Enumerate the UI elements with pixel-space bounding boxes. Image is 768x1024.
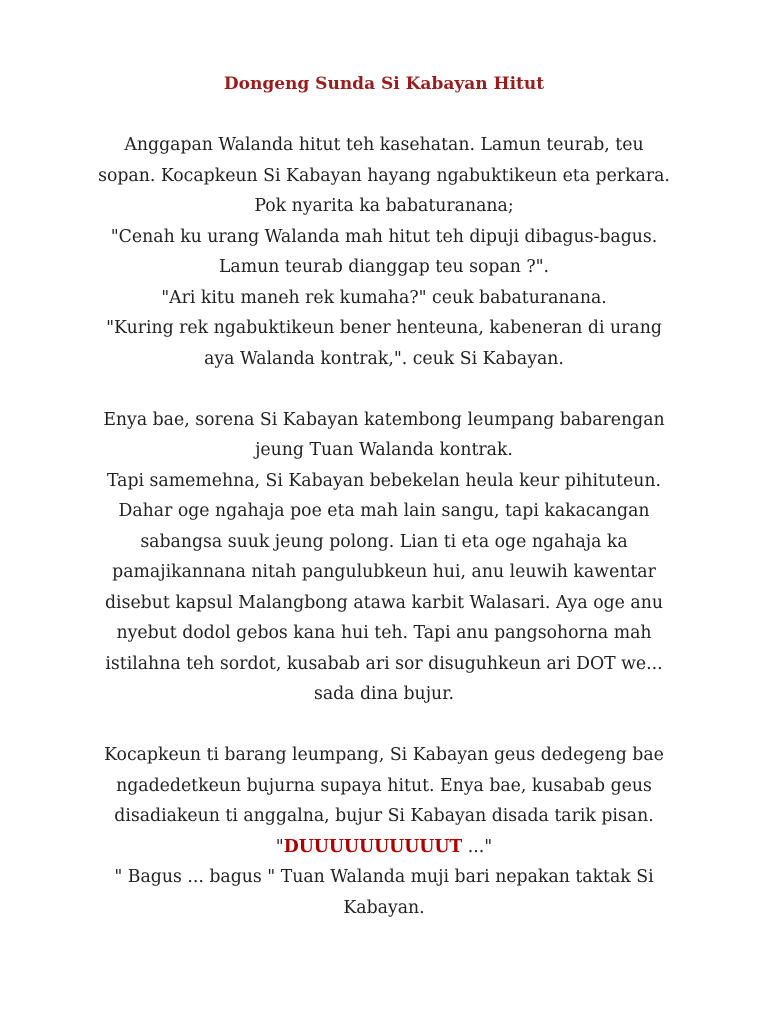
text-line: disadiakeun ti anggalna, bujur Si Kabayan disada tarik pisan.	[114, 806, 654, 826]
text-line: ngadedetkeun bujurna supaya hitut. Enya bae, kusabab geus	[116, 775, 652, 796]
text-line: aya Walanda kontrak,". ceuk Si Kabayan.	[204, 348, 564, 369]
text-line: Anggapan Walanda hitut teh kasehatan. Lamun teurab, teu	[124, 135, 644, 155]
text-line: Tapi samemehna, Si Kabayan bebekelan heula keur pihituteun.	[106, 470, 661, 491]
text-line: Kocapkeun ti barang leumpang, Si Kabayan geus dedegeng bae	[104, 745, 664, 765]
paragraph-spacer	[84, 374, 684, 405]
text-line: nyebut dodol gebos kana hui teh. Tapi anu pangsohorna mah	[116, 623, 652, 643]
story-body	[84, 130, 684, 923]
text-line: pamajikannana nitah pangulubkeun hui, anu leuwih kawentar	[112, 562, 656, 582]
text-line: jeung Tuan Walanda kontrak.	[255, 440, 513, 460]
fart-line	[84, 832, 684, 863]
text-line: disebut kapsul Malangbong atawa karbit Walasari. Aya oge anu	[105, 592, 663, 613]
text-line: sopan. Kocapkeun Si Kabayan hayang ngabuktikeun eta perkara.	[98, 165, 670, 186]
paragraph-1	[84, 130, 684, 374]
text-line: Enya bae, sorena Si Kabayan katembong leumpang babarengan	[103, 409, 665, 430]
text-line: Lamun teurab dianggap teu sopan ?".	[218, 257, 550, 277]
document-title: Dongeng Sunda Si Kabayan Hitut	[223, 74, 545, 94]
text-line: istilahna teh sordot, kusabab ari sor disuguhkeun ari DOT we...	[105, 653, 663, 674]
text-line: Dahar oge ngahaja poe eta mah lain sangu, tapi kakacangan	[118, 501, 650, 521]
text-line: sabangsa suuk jeung polong. Lian ti eta oge ngahaja ka	[140, 531, 628, 552]
paragraph-4	[84, 862, 684, 923]
paragraph-spacer	[84, 710, 684, 741]
text-line: Pok nyarita ka babaturanana;	[254, 196, 514, 216]
text-line: "Cenah ku urang Walanda mah hitut teh dipuji dibagus-bagus.	[110, 226, 658, 247]
close-quote: ..."	[462, 836, 493, 857]
open-quote: "	[275, 836, 284, 857]
paragraph-3	[84, 740, 684, 862]
text-line: Kabayan.	[343, 897, 425, 918]
paragraph-2	[84, 405, 684, 710]
text-line: "Kuring rek ngabuktikeun bener henteuna, kabeneran di urang	[106, 318, 662, 338]
text-line: " Bagus ... bagus " Tuan Walanda muji bari nepakan taktak Si	[114, 867, 654, 887]
text-line: sada dina bujur.	[313, 684, 455, 704]
text-line: "Ari kitu maneh rek kumaha?" ceuk babaturanana.	[161, 287, 607, 308]
fart-sound: DUUUUUUUUUUT	[283, 836, 463, 857]
